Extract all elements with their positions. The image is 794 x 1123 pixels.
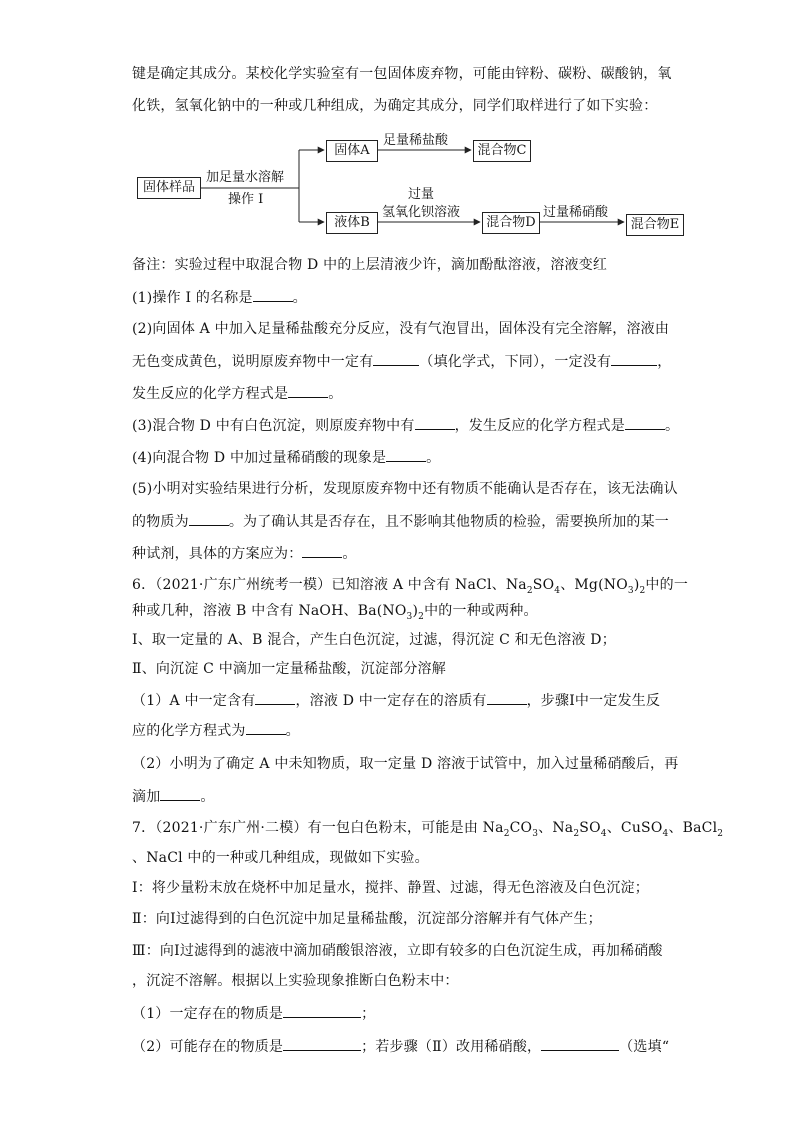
answer-blank[interactable] bbox=[160, 786, 200, 801]
intro-line-1: 键是确定其成分。某校化学实验室有一包固体废弃物，可能由锌粉、碳粉、碳酸钠，氧 bbox=[132, 66, 672, 82]
box-mixture-d: 混合物D bbox=[482, 212, 540, 234]
box-mixture-c: 混合物C bbox=[473, 140, 531, 162]
q5-note: 备注：实验过程中取混合物 D 中的上层清液少许，滴加酚酞溶液，溶液变红 bbox=[132, 257, 608, 273]
label-add-water: 加足量水溶解 bbox=[206, 170, 285, 185]
q7-part-2: （2）可能存在的物质是 ；若步骤（Ⅱ）改用稀硝酸， （选填“ bbox=[132, 1036, 664, 1057]
q6-line-2: 种或几种，溶液 B 中含有 NaOH、$Ba(NO_3)_2$中的一种或两种。 bbox=[132, 603, 538, 622]
answer-blank[interactable] bbox=[487, 690, 527, 705]
answer-blank[interactable] bbox=[283, 1003, 361, 1018]
q6-part-2b: 滴加 。 bbox=[132, 786, 664, 807]
q5-part-2a: (2)向固体 A 中加入足量稀盐酸充分反应，没有气泡冒出，固体没有完全溶解，溶液由 bbox=[132, 321, 670, 337]
answer-blank[interactable] bbox=[253, 287, 293, 302]
q7-part-1: （1）一定存在的物质是 ； bbox=[132, 1003, 664, 1024]
q7-step-3: Ⅲ：向Ⅰ过滤得到的滤液中滴加硝酸银溶液，立即有较多的白色沉淀生成，再加稀硝酸 bbox=[132, 943, 663, 959]
answer-blank[interactable] bbox=[386, 447, 426, 462]
box-solid-sample: 固体样品 bbox=[137, 177, 201, 199]
q6-heading: 6．（2021·广东广州统考一模）已知溶液 A 中含有 NaCl、$Na_2SO_4$、$Mg(NO_3)_2$中的一 bbox=[132, 577, 689, 596]
box-liquid-b: 液体B bbox=[326, 212, 378, 234]
q6-part-1b: 应的化学方程式为 。 bbox=[132, 720, 664, 741]
answer-blank[interactable] bbox=[373, 351, 419, 366]
q5-part-5a: (5)小明对实验结果进行分析，发现原废弃物中还有物质不能确认是否存在，该无法确认 bbox=[132, 481, 678, 497]
q5-part-5c: 种试剂，具体的方案应为： 。 bbox=[132, 543, 664, 564]
answer-blank[interactable] bbox=[288, 383, 328, 398]
answer-blank[interactable] bbox=[246, 720, 286, 735]
q6-step-1: Ⅰ、取一定量的 A、B 混合，产生白色沉淀，过滤，得沉淀 C 和无色溶液 D； bbox=[132, 632, 616, 648]
answer-blank[interactable] bbox=[189, 511, 229, 526]
label-excess: 过量 bbox=[408, 187, 435, 202]
q5-part-2c: 发生反应的化学方程式是 。 bbox=[132, 383, 664, 404]
experiment-flow-diagram bbox=[132, 130, 692, 246]
q5-part-5b: 的物质为 。为了确认其是否存在，且不影响其他物质的检验，需要换所加的某一 bbox=[132, 511, 664, 532]
q7-step-2: Ⅱ：向Ⅰ过滤得到的白色沉淀中加足量稀盐酸，沉淀部分溶解并有气体产生； bbox=[132, 911, 602, 927]
q5-part-3: (3)混合物 D 中有白色沉淀，则原废弃物中有 ，发生反应的化学方程式是 。 bbox=[132, 415, 664, 436]
q5-part-2b: 无色变成黄色，说明原废弃物中一定有 （填化学式，下同），一定没有 ， bbox=[132, 351, 664, 372]
label-hcl: 足量稀盐酸 bbox=[383, 133, 449, 148]
q7-step-3b: ，沉淀不溶解。根据以上实验现象推断白色粉末中： bbox=[132, 973, 459, 989]
q7-line-2: 、NaCl 中的一种或几种组成，现做如下实验。 bbox=[132, 850, 429, 866]
q7-step-1: Ⅰ：将少量粉末放在烧杯中加足量水，搅拌、静置、过滤，得无色溶液及白色沉淀； bbox=[132, 880, 649, 896]
answer-blank[interactable] bbox=[611, 351, 657, 366]
answer-blank[interactable] bbox=[283, 1036, 361, 1051]
answer-blank[interactable] bbox=[415, 415, 455, 430]
q6-part-1: （1）A 中一定含有 ，溶液 D 中一定存在的溶质有 ，步骤Ⅰ中一定发生反 bbox=[132, 690, 664, 711]
q6-part-2a: （2）小明为了确定 A 中未知物质，取一定量 D 溶液于试管中，加入过量稀硝酸后，再 bbox=[132, 756, 679, 772]
answer-blank[interactable] bbox=[541, 1036, 619, 1051]
q5-part-1: (1)操作 I 的名称是 。 bbox=[132, 287, 664, 308]
q5-part-4: (4)向混合物 D 中加过量稀硝酸的现象是 。 bbox=[132, 447, 664, 468]
label-operation-1: 操作 I bbox=[228, 192, 264, 207]
intro-line-2: 化铁，氢氧化钠中的一种或几种组成，为确定其成分，同学们取样进行了如下实验： bbox=[132, 98, 658, 114]
label-hno3: 过量稀硝酸 bbox=[543, 205, 609, 220]
answer-blank[interactable] bbox=[625, 415, 665, 430]
box-solid-a: 固体A bbox=[326, 140, 378, 162]
box-mixture-e: 混合物E bbox=[626, 214, 684, 236]
answer-blank[interactable] bbox=[302, 543, 342, 558]
label-baoh2: 氢氧化钡溶液 bbox=[382, 205, 461, 220]
answer-blank[interactable] bbox=[255, 690, 295, 705]
q7-heading: 7．（2021·广东广州·二模）有一包白色粉末，可能是由 $Na_2CO_3$、$Na_2SO_4$、CuSO$_4$、BaCl$_2$ bbox=[132, 820, 724, 839]
q6-step-2: Ⅱ、向沉淀 C 中滴加一定量稀盐酸，沉淀部分溶解 bbox=[132, 661, 446, 677]
